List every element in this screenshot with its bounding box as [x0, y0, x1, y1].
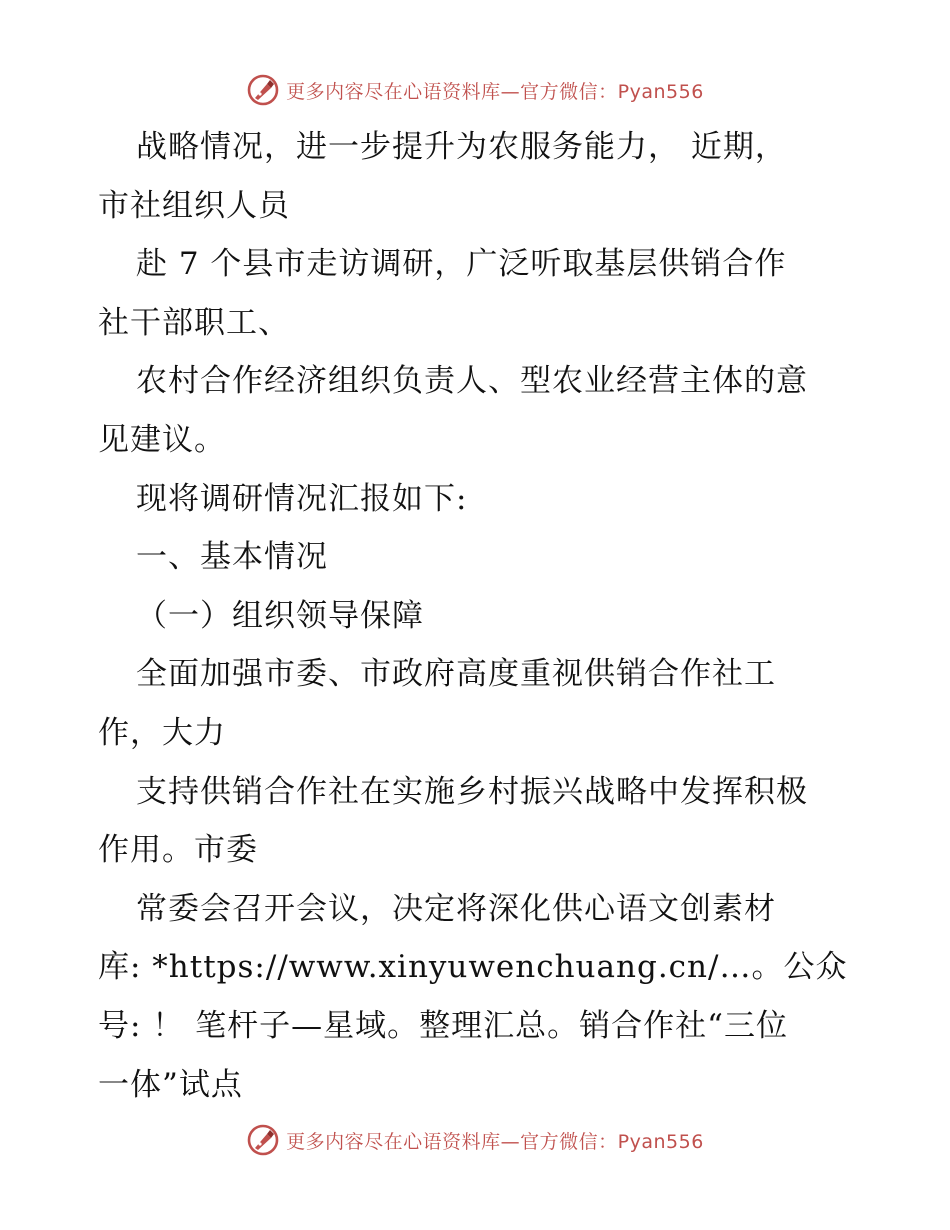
text-line: 一体”试点 — [98, 1066, 243, 1103]
footer-banner-text: 更多内容尽在心语资料库—官方微信：Pyan556 — [286, 1130, 704, 1153]
text-line: 作，大力 — [98, 714, 226, 751]
text-line: 常委会召开会议，决定将深化供心语文创素材 — [136, 890, 776, 927]
section-heading: 一、基本情况 — [136, 539, 328, 576]
header-watermark-banner — [0, 70, 950, 110]
text-line: 库: *https://www.xinyuwenchuang.cn/…。公众 — [98, 949, 848, 986]
text-line: 作用。市委 — [98, 832, 258, 869]
text-line: 市社组织人员 — [98, 187, 290, 224]
text-line: 农村合作经济组织负责人、型农业经营主体的意 — [136, 363, 808, 400]
text-line: 号: ！ 笔杆子—星域。整理汇总。销合作社“三位 — [98, 1007, 788, 1044]
header-banner-text: 更多内容尽在心语资料库—官方微信：Pyan556 — [286, 80, 704, 103]
footer-watermark-banner — [0, 1120, 950, 1160]
text-line: 社干部职工、 — [98, 304, 290, 341]
pen-nib-logo-icon — [246, 73, 280, 107]
text-line: 全面加强市委、市政府高度重视供销合作社工 — [136, 656, 776, 693]
document-body — [98, 118, 858, 1114]
text-line: 赴 7 个县市走访调研，广泛听取基层供销合作 — [136, 246, 787, 283]
text-line: 见建议。 — [98, 421, 226, 458]
pen-nib-logo-icon — [246, 1123, 280, 1157]
subsection-heading: （一）组织领导保障 — [136, 597, 424, 634]
text-line: 战略情况，进一步提升为农服务能力， 近期， — [136, 129, 787, 165]
text-line: 支持供销合作社在实施乡村振兴战略中发挥积极 — [136, 773, 808, 810]
text-line: 现将调研情况汇报如下: — [136, 480, 468, 517]
